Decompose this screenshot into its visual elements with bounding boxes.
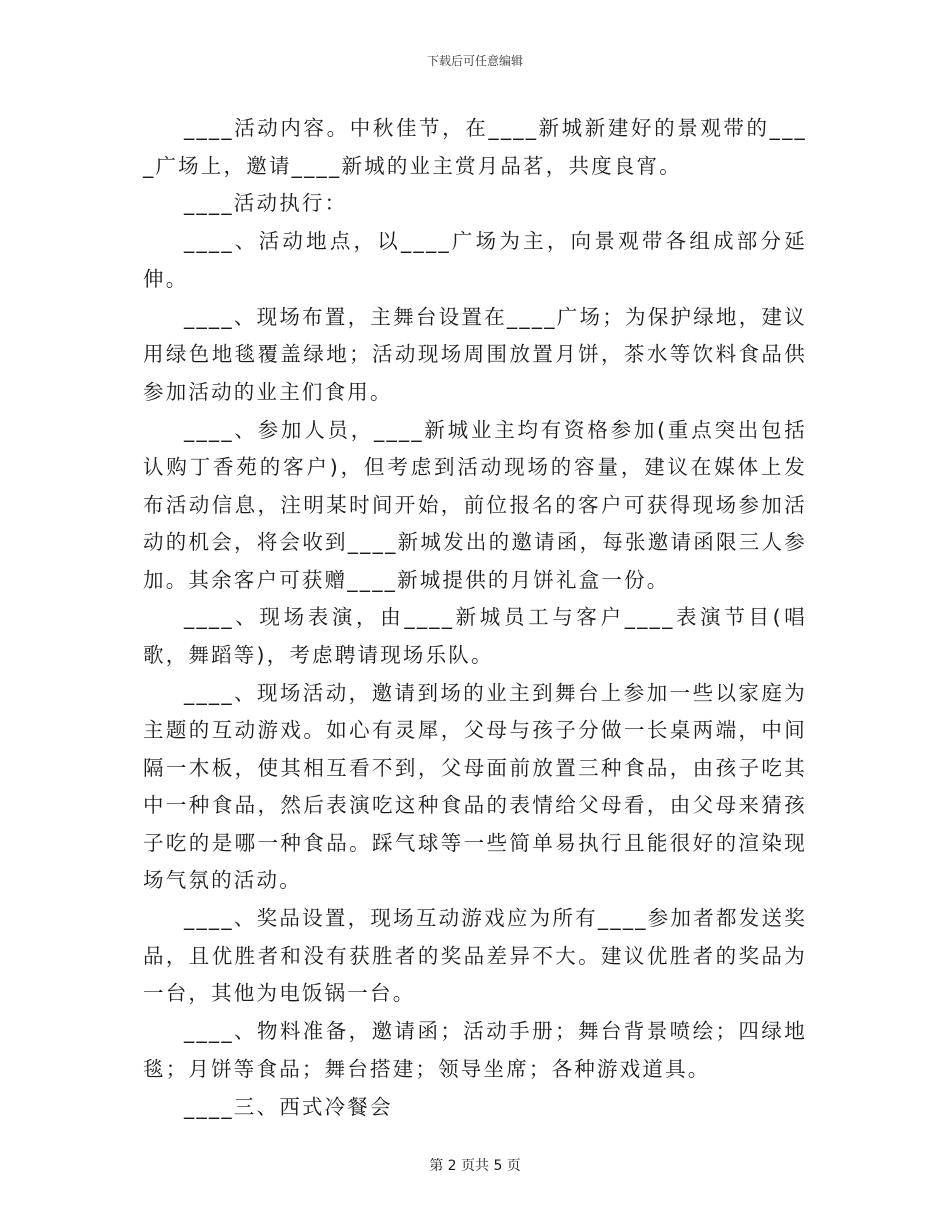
paragraph-site-layout: ____、现场布置，主舞台设置在____广场；为保护绿地，建议用绿色地毯覆盖绿地；活动现场周围放置月饼，茶水等饮料食品供参加活动的业主们食用。 — [143, 304, 807, 404]
paragraph-venue: ____、活动地点，以____广场为主，向景观带各组成部分延伸。 — [143, 229, 807, 291]
paragraph-performance: ____、现场表演，由____新城员工与客户____表演节目(唱歌，舞蹈等)，考虑聘请现场乐队。 — [143, 605, 807, 667]
paragraph-prizes: ____、奖品设置，现场互动游戏应为所有____参加者都发送奖品，且优胜者和没有获胜者的奖品差异不大。建议优胜者的奖品为一台，其他为电饭锅一台。 — [143, 906, 807, 1006]
paragraph-section-three: ____三、西式冷餐会 — [184, 1094, 393, 1119]
paragraph-activity-execution: ____活动执行： — [184, 191, 348, 216]
document-body — [143, 110, 807, 1126]
paragraph-participants: ____、参加人员，____新城业主均有资格参加(重点突出包括认购丁香苑的客户)，但考虑到活动现场的容量，建议在媒体上发布活动信息，注明某时间开始，前位报名的客户可获得现场参加活动的机会，将会收到____新城发出的邀请函，每张邀请函限三人参加。其余客户可获赠____新城提供的月饼礼盒一份。 — [143, 417, 807, 592]
paragraph-activity-content: ____活动内容。中秋佳节，在____新城新建好的景观带的____广场上，邀请____新城的业主赏月品茗，共度良宵。 — [143, 116, 807, 178]
paragraph-materials: ____、物料准备，邀请函；活动手册；舞台背景喷绘；四绿地毯；月饼等食品；舞台搭建；领导坐席；各种游戏道具。 — [143, 1019, 807, 1081]
page-header: 下载后可任意编辑 — [426, 54, 523, 68]
paragraph-onsite-activities: ____、现场活动，邀请到场的业主到舞台上参加一些以家庭为主题的互动游戏。如心有灵犀，父母与孩子分做一长桌两端，中间隔一木板，使其相互看不到，父母面前放置三种食品，由孩子吃其中一种食品，然后表演吃这种食品的表情给父母看，由父母来猜孩子吃的是哪一种食品。踩气球等一些简单易执行且能很好的渲染现场气氛的活动。 — [143, 680, 807, 893]
page-number: 第 2 页共 5 页 — [429, 1158, 521, 1174]
